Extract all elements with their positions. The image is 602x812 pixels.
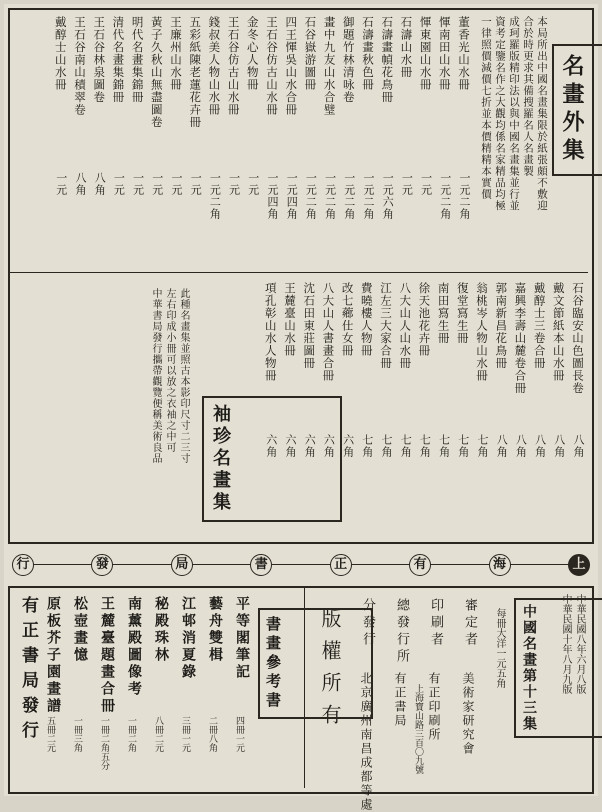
banner-char: 上 <box>568 554 590 576</box>
catalog-item-price: 一元 <box>131 172 145 196</box>
ad-item-name: 王麓臺題畫合冊 <box>99 596 115 715</box>
catalog-item-price: 八角 <box>514 434 528 458</box>
catalog-item-price: 一元 <box>189 172 203 196</box>
ad-item-name: 秘殿珠林 <box>153 596 169 664</box>
catalog-item-name: 南田寫生冊 <box>436 282 451 345</box>
catalog-item-price: 六角 <box>264 434 278 458</box>
colophon-label: 分發行 <box>360 598 375 649</box>
catalog-item-name: 王石谷仿古山水冊 <box>226 16 241 116</box>
sleeve-desc-line: 此種名畫集並照古本影印尺寸二三寸 <box>178 288 189 464</box>
colophon-value: 美術家研究會 <box>461 672 475 756</box>
colophon-label: 總發行所 <box>394 598 409 666</box>
ad-item-name: 有正書局發行 <box>18 596 38 746</box>
catalog-item-price: 一元二角 <box>342 172 356 220</box>
ad-item-name: 平等閣筆記 <box>234 596 250 681</box>
catalog-item-price: 一元 <box>112 172 126 196</box>
banner-char: 行 <box>12 554 34 576</box>
catalog-item-name: 惲南田山水冊 <box>437 16 452 91</box>
catalog-item-price: 一元 <box>400 172 414 196</box>
catalog-item-price: 六角 <box>322 434 336 458</box>
catalog-item-name: 董香光山水冊 <box>457 16 471 91</box>
colophon-price-note: 每冊大洋一元五角 <box>494 608 505 688</box>
catalog-item-price: 七角 <box>437 434 451 458</box>
ad-item-name: 松壺畫憶 <box>72 596 88 664</box>
catalog-item-price: 一元二角 <box>438 172 452 220</box>
catalog-item-name: 江左三大家合冊 <box>379 282 393 370</box>
catalog-item-name: 費曉樓人物冊 <box>359 282 374 357</box>
catalog-item-price: 七角 <box>360 434 374 458</box>
catalog-item-price: 六角 <box>341 434 355 458</box>
catalog-item-price: 七角 <box>418 434 432 458</box>
colophon-date: 中華民國十年八月九版 <box>560 594 571 694</box>
catalog-item-name: 石谷嶽游圖冊 <box>303 16 318 91</box>
catalog-item-name: 王石谷仿古山水冊 <box>265 16 279 116</box>
catalog-item-name: 沈石田東莊圖冊 <box>302 282 317 370</box>
catalog-item-price: 一元二角 <box>458 172 471 220</box>
ads-title: 書畫參考書 <box>264 616 282 711</box>
catalog-item-price: 八角 <box>495 434 509 458</box>
colophon-rights: 版權所有 <box>318 608 342 736</box>
ad-item-price: 二冊八角 <box>207 716 217 752</box>
catalog-item-name: 八大山人書畫合冊 <box>321 282 336 382</box>
banner-char: 局 <box>171 554 193 576</box>
catalog-title-box <box>552 44 602 176</box>
catalog-item-price: 八角 <box>533 434 547 458</box>
catalog-item-name: 戴醇士山水冊 <box>53 16 68 91</box>
catalog-item-price: 七角 <box>380 434 393 458</box>
catalog-item-name: 石濤山水冊 <box>399 16 414 79</box>
catalog-item-name: 嘉興李壽山麓卷合冊 <box>513 282 528 395</box>
colophon-value: 有正印刷所 <box>427 672 441 742</box>
catalog-item-price: 一元二角 <box>362 172 375 220</box>
catalog-item-price: 七角 <box>476 434 489 458</box>
catalog-item-name: 徐天池花卉冊 <box>417 282 432 357</box>
catalog-item-price: 一元六角 <box>381 172 395 220</box>
catalog-item-name: 石濤畫秋色冊 <box>361 16 375 91</box>
catalog-item-name: 畫中九友山水合璧 <box>322 16 337 116</box>
catalog-item-name: 金冬心人物冊 <box>245 16 260 91</box>
catalog-item-price: 一元二角 <box>323 172 337 220</box>
catalog-item-name: 項孔彰山水人物冊 <box>263 282 278 382</box>
catalog-item-name: 明代名畫集錦冊 <box>130 16 145 104</box>
banner-char: 有 <box>409 554 431 576</box>
sleeve-desc-line: 左右印成小冊可以放之衣袖之中可 <box>164 288 175 453</box>
catalog-item-name: 石濤畫幀花鳥冊 <box>380 16 395 104</box>
catalog-item-price: 七角 <box>399 434 413 458</box>
catalog-item-price: 八角 <box>552 434 566 458</box>
ad-item-price: 四冊一元 <box>234 716 244 752</box>
intro-line: 本局所出中國名畫集限於紙張頗不敷迎 <box>536 16 548 212</box>
catalog-item-name: 王石谷南山積翠卷 <box>73 16 87 116</box>
catalog-item-name: 戴醇士三卷合冊 <box>532 282 547 370</box>
catalog-item-price: 八角 <box>572 434 585 458</box>
intro-line: 一律照價減價七折並本價精精本實價 <box>480 16 492 200</box>
catalog-item-name: 王麓臺山水冊 <box>283 282 297 357</box>
ad-item-price: 三冊一元 <box>180 716 190 752</box>
catalog-item-name: 黃子久秋山無盡圖卷 <box>149 16 164 129</box>
catalog-item-name: 王廉州山水冊 <box>169 16 183 91</box>
colophon-title: 中國名畫第十三集 <box>521 604 537 732</box>
page <box>4 4 598 812</box>
colophon-date: 中華民國八年六月八版 <box>574 594 585 694</box>
banner-char: 海 <box>489 554 511 576</box>
colophon-address: 上海寶山路三百〇九號 <box>413 684 423 774</box>
catalog-item-price: 六角 <box>303 434 317 458</box>
catalog-item-price: 一元 <box>246 172 260 196</box>
banner-char: 發 <box>91 554 113 576</box>
intro-line: 合於時更求其備搜羅名人名畫製 <box>522 16 534 177</box>
catalog-item-price: 一元四角 <box>285 172 299 220</box>
catalog-item-price: 一元 <box>227 172 241 196</box>
sleeve-desc-line: 中華書局發行攜帶觀覽便稱美術良品 <box>150 288 161 464</box>
catalog-item-name: 郭南新昌花鳥冊 <box>494 282 509 370</box>
catalog-item-name: 清代名畫集錦冊 <box>111 16 126 104</box>
catalog-item-name: 惲東園山水冊 <box>418 16 433 91</box>
ad-item-price: 一冊二角 <box>126 716 136 752</box>
colophon-title-box <box>514 598 602 738</box>
ad-item-name: 江邨消夏錄 <box>180 596 196 681</box>
ad-item-price: 一冊二角五分 <box>99 716 109 770</box>
catalog-item-price: 一元 <box>170 172 183 196</box>
band-rule-1 <box>10 272 588 273</box>
banner-char: 書 <box>250 554 272 576</box>
catalog-item-price: 一元二角 <box>208 172 222 220</box>
catalog-item-name: 王石谷林泉圖卷 <box>92 16 107 104</box>
ad-item-name: 原板芥子園畫譜 <box>45 596 61 715</box>
catalog-item-price: 六角 <box>284 434 297 458</box>
ad-item-price: 一冊三角 <box>72 716 82 752</box>
catalog-item-price: 一元 <box>419 172 433 196</box>
catalog-item-name: 五彩紙陳老蓮花卉冊 <box>188 16 203 129</box>
catalog-item-name: 石谷臨安山色圖長卷 <box>571 282 585 395</box>
catalog-item-price: 七角 <box>456 434 470 458</box>
catalog-title: 名畫外集 <box>559 54 585 166</box>
catalog-item-price: 一元 <box>54 172 68 196</box>
ad-item-name: 南薰殿圖像考 <box>126 596 142 698</box>
catalog-item-name: 復堂寫生冊 <box>455 282 470 345</box>
catalog-item-price: 八角 <box>93 172 107 196</box>
catalog-item-price: 八角 <box>74 172 87 196</box>
ad-item-price: 五冊二元 <box>45 716 55 752</box>
catalog-item-name: 錢叔美人物山水冊 <box>207 16 222 116</box>
intro-line: 資考定鑒名作之大觀均係名家精品均極 <box>494 16 506 212</box>
colophon-value: 有正書局 <box>393 672 407 728</box>
catalog-item-name: 八大山人山水冊 <box>398 282 413 370</box>
catalog-item-name: 四王惲吳山水合冊 <box>284 16 299 116</box>
sleeve-title-box <box>202 396 342 522</box>
sleeve-title: 袖珍名畫集 <box>210 404 231 514</box>
catalog-item-name: 戴文節紙本山水冊 <box>551 282 566 382</box>
catalog-item-name: 御題竹林清咏卷 <box>341 16 356 104</box>
intro-line: 成珂羅版精印法以與中國名畫集並行並 <box>508 16 520 212</box>
catalog-item-name: 翁桃岑人物山水冊 <box>475 282 489 382</box>
colophon-label: 審定者 <box>462 598 477 649</box>
ads-title-box <box>258 608 373 719</box>
catalog-item-price: 一元二角 <box>304 172 318 220</box>
catalog-item-price: 一元四角 <box>266 172 279 220</box>
colophon-value: 北京廣州南昌成都等處 <box>359 672 373 812</box>
publisher-banner <box>12 552 590 578</box>
catalog-item-price: 一元 <box>150 172 164 196</box>
ad-item-name: 藝舟雙楫 <box>207 596 223 664</box>
banner-char: 正 <box>330 554 352 576</box>
ad-item-price: 八冊二元 <box>153 716 163 752</box>
colophon-label: 印刷者 <box>428 598 443 649</box>
catalog-item-name: 改七薌仕女冊 <box>340 282 355 357</box>
